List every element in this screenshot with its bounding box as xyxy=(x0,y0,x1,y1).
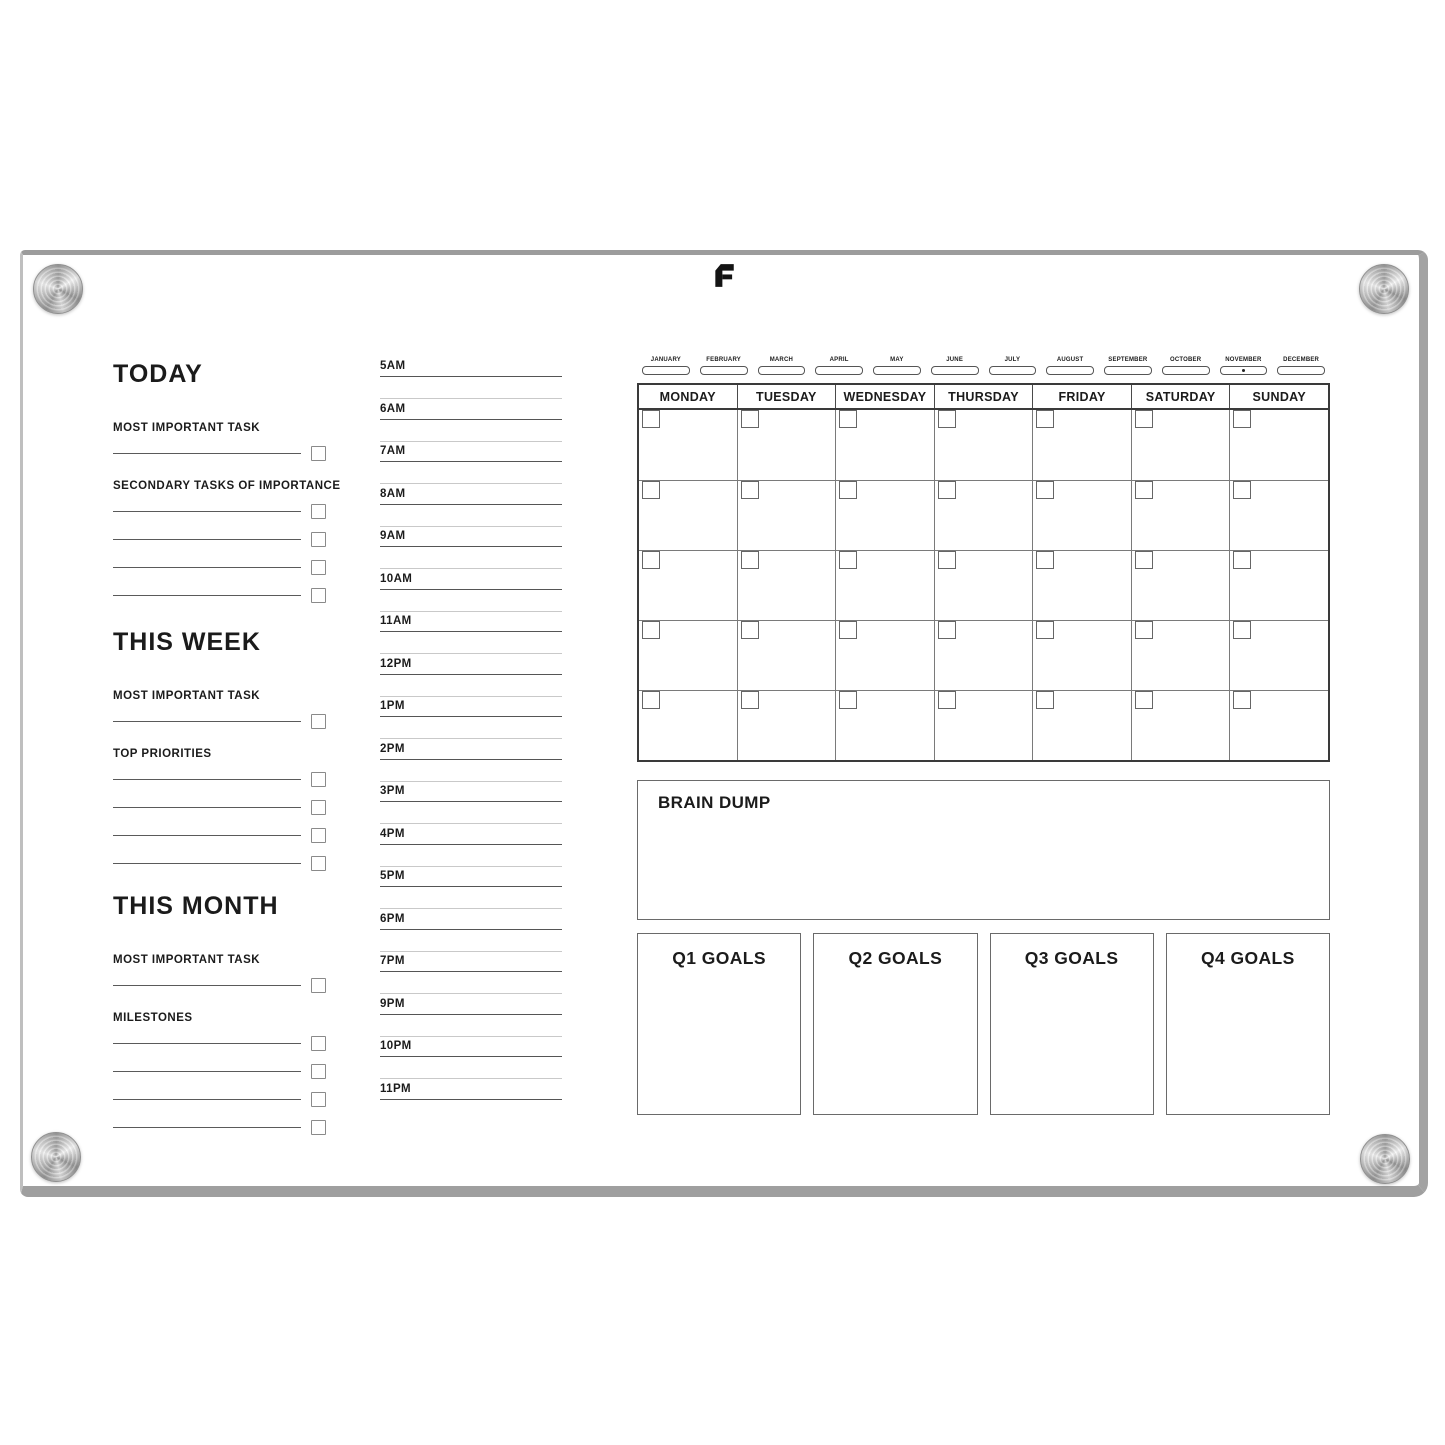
section-today xyxy=(113,360,341,609)
calendar-week-row xyxy=(639,550,1328,620)
half-hour-line[interactable] xyxy=(380,611,562,612)
calendar-day-cell[interactable] xyxy=(836,410,935,480)
day-header-saturday: SATURDAY xyxy=(1132,385,1231,408)
task-row xyxy=(113,793,326,821)
goal-box-label: Q1 GOALS xyxy=(672,948,766,968)
group-label xyxy=(113,953,326,967)
month-november xyxy=(1215,356,1273,375)
task-row xyxy=(113,1113,326,1141)
goal-writing-area[interactable] xyxy=(1167,978,1329,1114)
calendar-week-row xyxy=(639,690,1328,760)
task-writing-line[interactable] xyxy=(113,1043,301,1044)
task-checkbox[interactable] xyxy=(311,978,326,993)
date-number-box[interactable] xyxy=(1233,621,1251,639)
task-writing-line[interactable] xyxy=(113,511,301,512)
task-row xyxy=(113,497,326,525)
hour-label: 7PM xyxy=(380,955,405,967)
month-april xyxy=(810,356,868,375)
calendar-day-cell[interactable] xyxy=(1132,551,1231,620)
calendar-week-row xyxy=(639,620,1328,690)
hour-writing-line[interactable] xyxy=(380,631,562,632)
goal-box-label: Q2 GOALS xyxy=(848,948,943,968)
goal-box-q2 xyxy=(813,933,977,1115)
date-number-box[interactable] xyxy=(1036,691,1054,709)
calendar-day-cell[interactable] xyxy=(836,481,935,550)
month-label: MAY xyxy=(890,357,904,363)
month-label: NOVEMBER xyxy=(1225,357,1262,363)
hour-block-8am xyxy=(380,488,562,531)
label-text: MILESTONES xyxy=(113,1012,193,1024)
task-row xyxy=(113,525,326,553)
goal-box-label: Q3 GOALS xyxy=(1024,948,1119,968)
hour-label: 7AM xyxy=(380,445,406,457)
hour-writing-line[interactable] xyxy=(380,376,562,377)
task-checkbox[interactable] xyxy=(311,446,326,461)
calendar-day-cell[interactable] xyxy=(935,621,1034,690)
hour-writing-line[interactable] xyxy=(380,759,562,760)
calendar-day-cell[interactable] xyxy=(935,410,1034,480)
hour-label: 9PM xyxy=(380,997,405,1010)
task-checkbox[interactable] xyxy=(311,1064,326,1079)
month-pill[interactable] xyxy=(815,366,863,375)
current-month-dot xyxy=(1242,369,1245,372)
half-hour-line[interactable] xyxy=(380,866,562,867)
hour-writing-line[interactable] xyxy=(380,971,562,972)
brain-dump-label: BRAIN DUMP xyxy=(658,793,771,812)
day-header-tuesday: TUESDAY xyxy=(738,385,837,408)
label-text: TASKS OF xyxy=(194,480,256,492)
half-hour-line[interactable] xyxy=(380,908,562,909)
hour-label: 10AM xyxy=(380,572,413,585)
calendar-day-cell[interactable] xyxy=(1132,691,1231,760)
goal-box-label: Q4 GOALS xyxy=(1201,948,1295,968)
calendar-day-header-row xyxy=(637,383,1330,410)
month-may xyxy=(868,356,926,375)
month-pill[interactable] xyxy=(989,366,1037,375)
half-hour-line[interactable] xyxy=(380,1078,562,1079)
hour-label: 5AM xyxy=(380,360,406,372)
hour-writing-line[interactable] xyxy=(380,844,562,845)
day-header-wednesday: WEDNESDAY xyxy=(836,385,935,408)
date-number-box[interactable] xyxy=(1036,481,1054,499)
quarter-goals-row xyxy=(637,933,1330,1115)
hour-label: 12PM xyxy=(380,657,412,670)
task-row xyxy=(113,821,326,849)
hour-label: 9AM xyxy=(380,530,406,542)
date-number-box[interactable] xyxy=(839,410,857,428)
date-number-box[interactable] xyxy=(1233,551,1251,569)
hour-block-5pm xyxy=(380,870,562,913)
calendar-day-cell[interactable] xyxy=(935,551,1034,620)
task-row xyxy=(113,1085,326,1113)
calendar-day-cell[interactable] xyxy=(1033,551,1132,620)
task-writing-line[interactable] xyxy=(113,453,301,454)
task-writing-line[interactable] xyxy=(113,1127,301,1128)
calendar-day-cell[interactable] xyxy=(1230,481,1328,550)
month-pill[interactable] xyxy=(1104,366,1152,375)
half-hour-line[interactable] xyxy=(380,568,562,569)
label-text: THIS xyxy=(113,628,182,656)
day-header-sunday: SUNDAY xyxy=(1252,389,1306,404)
month-pill[interactable] xyxy=(642,366,690,375)
task-writing-line[interactable] xyxy=(113,863,301,864)
half-hour-line[interactable] xyxy=(380,398,562,399)
hour-writing-line[interactable] xyxy=(380,461,562,462)
month-june xyxy=(926,356,984,375)
task-checkbox[interactable] xyxy=(311,1092,326,1107)
date-number-box[interactable] xyxy=(642,621,660,639)
month-label: OCTOBER xyxy=(1169,357,1202,363)
group-label xyxy=(113,421,326,435)
hour-block-3pm xyxy=(380,785,562,828)
section-this-month xyxy=(113,892,326,1141)
hour-label: 3PM xyxy=(380,785,405,797)
date-number-box[interactable] xyxy=(1036,410,1054,428)
calendar-week-row xyxy=(639,480,1328,550)
task-checkbox[interactable] xyxy=(311,714,326,729)
month-label: SEPTEMBER xyxy=(1108,357,1148,363)
date-number-box[interactable] xyxy=(839,621,857,639)
month-label: AUGUST xyxy=(1056,357,1084,363)
hour-block-1pm xyxy=(380,700,562,743)
label-text: WEEK xyxy=(181,628,261,656)
goal-box-q3 xyxy=(990,933,1154,1115)
task-writing-line[interactable] xyxy=(113,721,301,722)
date-number-box[interactable] xyxy=(642,481,660,499)
month-label: JULY xyxy=(1004,357,1021,363)
month-label: MARCH xyxy=(769,357,794,363)
hour-block-12pm xyxy=(380,658,562,701)
hour-block-6am xyxy=(380,403,562,446)
month-label: JUNE xyxy=(946,357,964,363)
task-row xyxy=(113,581,326,609)
calendar-day-cell[interactable] xyxy=(836,551,935,620)
calendar-day-cell[interactable] xyxy=(836,691,935,760)
half-hour-line[interactable] xyxy=(380,823,562,824)
hour-label: 6AM xyxy=(380,402,406,415)
calendar-day-cell[interactable] xyxy=(1033,410,1132,480)
month-pill[interactable] xyxy=(700,366,748,375)
section-title xyxy=(113,628,326,657)
date-number-box[interactable] xyxy=(1135,410,1153,428)
task-checkbox[interactable] xyxy=(311,560,326,575)
half-hour-line[interactable] xyxy=(380,951,562,952)
date-number-box[interactable] xyxy=(1135,551,1153,569)
date-number-box[interactable] xyxy=(1135,481,1153,499)
month-pill[interactable] xyxy=(873,366,921,375)
hour-writing-line[interactable] xyxy=(380,674,562,675)
calendar-day-cell[interactable] xyxy=(935,481,1034,550)
date-number-box[interactable] xyxy=(642,691,660,709)
half-hour-line[interactable] xyxy=(380,993,562,994)
screw-icon xyxy=(1359,264,1409,314)
calendar-day-cell[interactable] xyxy=(1230,621,1328,690)
weekly-calendar xyxy=(637,383,1330,762)
task-row xyxy=(113,553,326,581)
date-number-box[interactable] xyxy=(741,481,759,499)
hour-label: 4PM xyxy=(380,827,405,840)
date-number-box[interactable] xyxy=(1135,621,1153,639)
month-pill[interactable] xyxy=(1277,366,1325,375)
month-february xyxy=(695,356,753,375)
hour-block-7am xyxy=(380,445,562,488)
half-hour-line[interactable] xyxy=(380,653,562,654)
calendar-day-cell[interactable] xyxy=(738,621,837,690)
group-label xyxy=(113,689,326,703)
hour-block-6pm xyxy=(380,913,562,956)
half-hour-line[interactable] xyxy=(380,781,562,782)
calendar-day-cell[interactable] xyxy=(1033,691,1132,760)
hour-block-4pm xyxy=(380,828,562,871)
hour-writing-line[interactable] xyxy=(380,929,562,930)
task-checkbox[interactable] xyxy=(311,828,326,843)
task-writing-line[interactable] xyxy=(113,835,301,836)
calendar-day-cell[interactable] xyxy=(1230,551,1328,620)
month-pill[interactable] xyxy=(931,366,979,375)
task-checkbox[interactable] xyxy=(311,1036,326,1051)
hour-block-7pm xyxy=(380,955,562,998)
date-number-box[interactable] xyxy=(741,621,759,639)
date-number-box[interactable] xyxy=(741,410,759,428)
hour-writing-line[interactable] xyxy=(380,716,562,717)
label-text: MOST IMPORTANT TASK xyxy=(113,690,261,702)
task-checkbox[interactable] xyxy=(311,532,326,547)
hour-label: 6PM xyxy=(380,912,405,925)
task-writing-line[interactable] xyxy=(113,779,301,780)
label-text: TOP PRIORITIES xyxy=(113,748,212,760)
task-checkbox[interactable] xyxy=(311,772,326,787)
goal-writing-area[interactable] xyxy=(638,978,800,1114)
calendar-day-cell[interactable] xyxy=(639,621,738,690)
calendar-day-cell[interactable] xyxy=(738,691,837,760)
date-number-box[interactable] xyxy=(938,621,956,639)
half-hour-line[interactable] xyxy=(380,1036,562,1037)
date-number-box[interactable] xyxy=(741,551,759,569)
goal-box-q4 xyxy=(1166,933,1330,1115)
month-march xyxy=(753,356,811,375)
date-number-box[interactable] xyxy=(642,551,660,569)
calendar-day-cell[interactable] xyxy=(1033,621,1132,690)
brain-dump-box xyxy=(637,780,1330,920)
task-row xyxy=(113,971,326,999)
calendar-day-cell[interactable] xyxy=(935,691,1034,760)
day-header-monday: MONDAY xyxy=(639,385,738,408)
month-july xyxy=(984,356,1042,375)
calendar-day-cell[interactable] xyxy=(1230,410,1328,480)
task-checkbox[interactable] xyxy=(311,856,326,871)
calendar-grid xyxy=(637,410,1330,762)
month-pill[interactable] xyxy=(758,366,806,375)
calendar-day-cell[interactable] xyxy=(836,621,935,690)
calendar-day-cell[interactable] xyxy=(1033,481,1132,550)
goal-writing-area[interactable] xyxy=(991,978,1153,1114)
date-number-box[interactable] xyxy=(1036,551,1054,569)
hour-label: 2PM xyxy=(380,742,405,755)
brand-logo-icon xyxy=(711,260,737,295)
month-pill[interactable] xyxy=(1162,366,1210,375)
label-text: THIS MONTH xyxy=(113,892,279,920)
hour-writing-line[interactable] xyxy=(380,589,562,590)
screw-icon xyxy=(31,1132,81,1182)
calendar-day-cell[interactable] xyxy=(639,551,738,620)
date-number-box[interactable] xyxy=(1233,691,1251,709)
task-writing-line[interactable] xyxy=(113,985,301,986)
date-number-box[interactable] xyxy=(938,481,956,499)
task-writing-line[interactable] xyxy=(113,539,301,540)
month-december xyxy=(1272,356,1330,375)
calendar-week-row xyxy=(639,410,1328,480)
section-this-week xyxy=(113,628,326,877)
task-checkbox[interactable] xyxy=(311,800,326,815)
month-october xyxy=(1157,356,1215,375)
month-pill[interactable] xyxy=(1046,366,1094,375)
date-number-box[interactable] xyxy=(1036,621,1054,639)
hour-block-10am xyxy=(380,573,562,616)
goal-box-q1 xyxy=(637,933,801,1115)
task-row xyxy=(113,765,326,793)
hour-block-2pm xyxy=(380,743,562,786)
calendar-day-cell[interactable] xyxy=(738,410,837,480)
task-row xyxy=(113,849,326,877)
daily-schedule xyxy=(380,360,562,1125)
date-number-box[interactable] xyxy=(1135,691,1153,709)
hour-label: 8AM xyxy=(380,487,406,500)
hour-writing-line[interactable] xyxy=(380,1099,562,1100)
calendar-day-cell[interactable] xyxy=(1132,410,1231,480)
hour-block-11am xyxy=(380,615,562,658)
section-title xyxy=(113,892,326,921)
hour-writing-line[interactable] xyxy=(380,801,562,802)
hour-label: 5PM xyxy=(380,870,405,882)
label-text: SECONDARY xyxy=(113,480,195,492)
date-number-box[interactable] xyxy=(741,691,759,709)
month-label: JANUARY xyxy=(650,357,681,363)
task-writing-line[interactable] xyxy=(113,1099,301,1100)
task-checkbox[interactable] xyxy=(311,504,326,519)
label-text: MOST IMPORTANT TASK xyxy=(113,954,261,966)
hour-writing-line[interactable] xyxy=(380,419,562,420)
month-label: FEBRUARY xyxy=(706,357,741,363)
month-label: DECEMBER xyxy=(1283,357,1320,363)
label-text: IMPORTANCE xyxy=(255,480,341,492)
task-checkbox[interactable] xyxy=(311,1120,326,1135)
hour-label: 1PM xyxy=(380,700,405,712)
task-row xyxy=(113,1057,326,1085)
half-hour-line[interactable] xyxy=(380,526,562,527)
date-number-box[interactable] xyxy=(642,410,660,428)
half-hour-line[interactable] xyxy=(380,738,562,739)
goal-writing-area[interactable] xyxy=(814,978,976,1114)
calendar-day-cell[interactable] xyxy=(1132,621,1231,690)
date-number-box[interactable] xyxy=(1233,481,1251,499)
calendar-day-cell[interactable] xyxy=(1230,691,1328,760)
hour-block-5am xyxy=(380,360,562,403)
date-number-box[interactable] xyxy=(839,481,857,499)
date-number-box[interactable] xyxy=(1233,410,1251,428)
task-writing-line[interactable] xyxy=(113,807,301,808)
brain-dump-writing-area[interactable] xyxy=(638,821,1329,919)
hour-block-10pm xyxy=(380,1040,562,1083)
calendar-day-cell[interactable] xyxy=(738,551,837,620)
half-hour-line[interactable] xyxy=(380,441,562,442)
date-number-box[interactable] xyxy=(839,551,857,569)
hour-block-9pm xyxy=(380,998,562,1041)
task-writing-line[interactable] xyxy=(113,567,301,568)
group-label xyxy=(113,1011,326,1025)
hour-writing-line[interactable] xyxy=(380,546,562,547)
date-number-box[interactable] xyxy=(938,551,956,569)
screw-icon xyxy=(1360,1134,1410,1184)
calendar-day-cell[interactable] xyxy=(1132,481,1231,550)
task-checkbox[interactable] xyxy=(311,588,326,603)
month-january xyxy=(637,356,695,375)
hour-writing-line[interactable] xyxy=(380,886,562,887)
calendar-day-cell[interactable] xyxy=(639,410,738,480)
task-row xyxy=(113,439,326,467)
hour-block-11pm xyxy=(380,1083,562,1126)
label-text: TODAY xyxy=(113,360,203,388)
hour-writing-line[interactable] xyxy=(380,1014,562,1015)
hour-block-9am xyxy=(380,530,562,573)
hour-writing-line[interactable] xyxy=(380,504,562,505)
group-label xyxy=(113,479,341,493)
calendar-day-cell[interactable] xyxy=(639,691,738,760)
group-label xyxy=(113,747,326,761)
half-hour-line[interactable] xyxy=(380,696,562,697)
task-row xyxy=(113,1029,326,1057)
calendar-day-cell[interactable] xyxy=(639,481,738,550)
half-hour-line[interactable] xyxy=(380,483,562,484)
hour-label: 10PM xyxy=(380,1040,412,1052)
section-title xyxy=(113,360,326,389)
date-number-box[interactable] xyxy=(938,691,956,709)
task-row xyxy=(113,707,326,735)
hour-label: 11PM xyxy=(380,1082,412,1095)
month-september xyxy=(1099,356,1157,375)
task-writing-line[interactable] xyxy=(113,595,301,596)
date-number-box[interactable] xyxy=(839,691,857,709)
label-text: MOST IMPORTANT TASK xyxy=(113,422,261,434)
hour-writing-line[interactable] xyxy=(380,1056,562,1057)
day-header-friday: FRIDAY xyxy=(1033,385,1132,408)
hour-label: 11AM xyxy=(380,615,412,627)
day-header-thursday: THURSDAY xyxy=(935,385,1034,408)
months-strip xyxy=(637,356,1330,375)
date-number-box[interactable] xyxy=(938,410,956,428)
month-label: APRIL xyxy=(829,357,849,363)
month-august xyxy=(1041,356,1099,375)
calendar-day-cell[interactable] xyxy=(738,481,837,550)
task-writing-line[interactable] xyxy=(113,1071,301,1072)
month-pill[interactable] xyxy=(1220,366,1268,375)
screw-icon xyxy=(33,264,83,314)
